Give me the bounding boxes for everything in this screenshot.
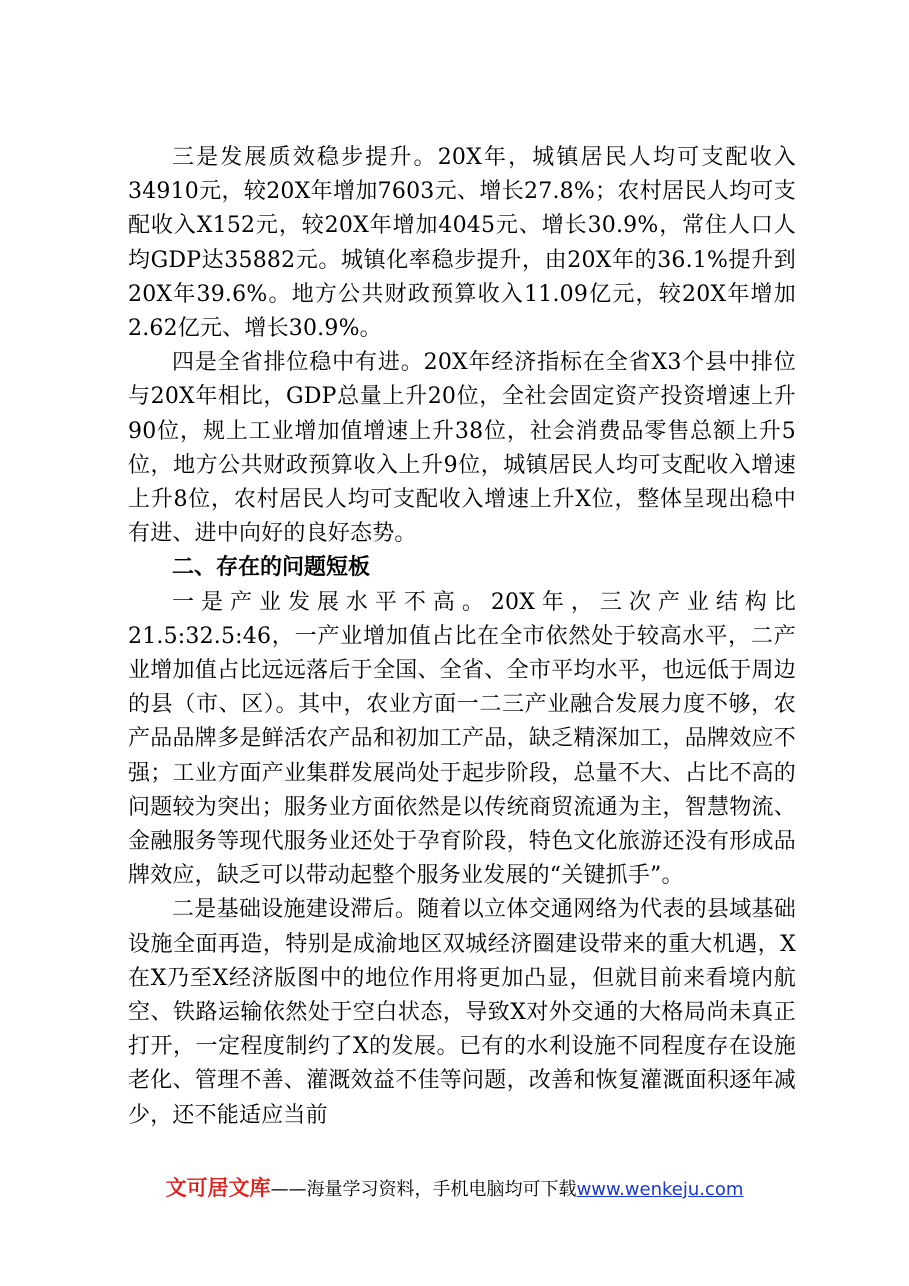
document-body: [128, 141, 796, 1133]
footer-banner: [0, 1172, 909, 1202]
paragraph-industry-level: 一是产业发展水平不高。20X年，三次产业结构比21.5:32.5:46，一产业增加值占比在全市依然处于较高水平，二产业增加值占比远远落后于全国、全省、全市平均水平，也远低于周边的县（市、区）。其中，农业方面一二三产业融合发展力度不够，农产品品牌多是鲜活农产品和初加工产品，缺乏精深加工，品牌效应不强；工业方面产业集群发展尚处于起步阶段，总量不大、占比不高的问题较为突出；服务业方面依然是以传统商贸流通为主，智慧物流、金融服务等现代服务业还处于孕育阶段，特色文化旅游还没有形成品牌效应，缺乏可以带动起整个服务业发展的“关键抓手”。: [128, 589, 796, 889]
paragraph-quality-improvement: 三是发展质效稳步提升。20X年，城镇居民人均可支配收入34910元，较20X年增加7603元、增长27.8%；农村居民人均可支配收入X152元，较20X年增加4045元、增长30.9%，常住人口人均GDP达35882元。城镇化率稳步提升，由20X年的36.1%提升到20X年39.6%。地方公共财政预算收入11.09亿元，较20X年增加2.62亿元、增长30.9%。: [128, 145, 796, 342]
paragraph-infrastructure: 二是基础设施建设滞后。随着以立体交通网络为代表的县域基础设施全面再造，特别是成渝地区双城经济圈建设带来的重大机遇，X在X乃至X经济版图中的地位作用将更加凸显，但就目前来看境内航空、铁路运输依然处于空白状态，导致X对外交通的大格局尚未真正打开，一定程度制约了X的发展。已有的水利设施不同程度存在设施老化、管理不善、灌溉效益不佳等问题，改善和恢复灌溉面积逐年减少，还不能适应当前: [128, 897, 796, 1128]
footer-url-link[interactable]: www.wenkeju.com: [576, 1179, 744, 1200]
footer-slogan: ——海量学习资料，手机电脑均可下载: [270, 1179, 577, 1200]
paragraph-province-ranking: 四是全省排位稳中有进。20X年经济指标在全省X3个县中排位与20X年相比，GDP总量上升20位，全社会固定资产投资增速上升90位，规上工业增加值增速上升38位，社会消费品零售总额上升5位，地方公共财政预算收入上升9位，城镇居民人均可支配收入增速上升8位，农村居民人均可支配收入增速上升X位，整体呈现出稳中有进、进中向好的良好态势。: [128, 350, 796, 547]
footer-brand: 文可居文库: [165, 1176, 271, 1200]
section-heading-problems: 二、存在的问题短板: [172, 555, 371, 581]
